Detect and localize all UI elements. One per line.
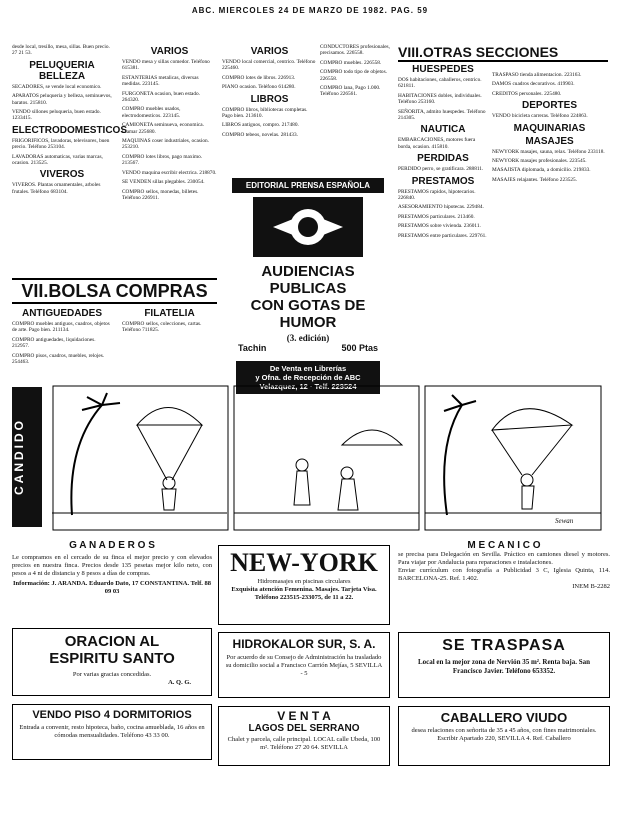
ganaderos-contact: Información: J. ARANDA. Eduardo Dato, 17 CONSTANTINA. Telf. 88 09 03 (13, 580, 211, 595)
section-varios-3: VARIOS (250, 46, 289, 57)
ganaderos-ad (12, 540, 212, 620)
column-5 (492, 72, 607, 384)
classified-item: COMPRO tebeos, novelas. 281433. (222, 131, 298, 138)
ad-venta-1: De Venta en Librerías (269, 364, 347, 373)
hidrokalor-title: HIDROKALOR SUR, S. A. (232, 637, 376, 651)
filatelia-list (122, 321, 217, 334)
classified-item: CONDUCTORES profesionales, precisamos. 226558. (320, 44, 390, 57)
classified-item: COMPRO lotes libros, pago maximo. 213567. (122, 153, 203, 167)
ad-venta-3: Velazquez, 12 · Telf. 223524 (259, 382, 357, 391)
vendo-piso-ad (12, 704, 212, 760)
section-deportes: DEPORTES (521, 100, 577, 112)
classified-item: COMPRO libros, bibliotecas completas. Pago bien. 213610. (222, 106, 308, 120)
section-peluqueria: PELUQUERIA BELLEZA (29, 59, 95, 82)
caballero-ad (398, 706, 610, 766)
ad-author: Tachin (238, 343, 267, 353)
classified-item: PRESTAMOS sobre vivienda. 236011. (398, 223, 481, 230)
classified-item: VIVEROS. Plantas ornamentales, arboles frutales. Teléfono 683104. (12, 182, 101, 195)
newyork-title: NEW-YORK (230, 548, 378, 577)
column-2 (122, 44, 217, 274)
classified-item: COMPRO lotes de libros. 226913. (222, 74, 296, 81)
classified-item: SECADORES, se vende local economico. (12, 83, 102, 90)
vendo-piso-text: Entrada a convenir, resto hipoteca, baño, cocina amueblada, 16 años en cómodas mensualidades. Teléfono 43 33 00. (19, 724, 205, 739)
section-electrodomesticos: ELECTRODOMESTICOS (12, 124, 128, 136)
classified-item: VENDO bicicleta carreras. Teléfono 224863. (492, 113, 588, 120)
classified-item: HABITACIONES dobles, individuales. Teléfono 253160. (398, 92, 482, 106)
classified-item: PRESTAMOS rapidos, hipotecarios. 226840. (398, 188, 476, 202)
mecanico-text2: Enviar currículum con fotografía a Publicidad 3 C, Iglesia Quinta, 114. BARCELONA-25. Ref. 1.402. (398, 567, 610, 582)
oracion-text: Por varias gracias concedidas. (72, 671, 152, 678)
antiguedades-column (12, 306, 112, 396)
ad-price: 500 Ptas (341, 343, 378, 353)
section-antiguedades: ANTIGUEDADES (21, 308, 102, 319)
column-3b (320, 44, 395, 170)
traspasa-text: Local en la mejor zona de Nervión 35 m². Renta baja. San Francisco Javier. Teléfono 653352. (417, 658, 591, 675)
venta-title: V E N T A (277, 709, 331, 723)
section-masajes: MASAJES (525, 135, 574, 147)
classified-item: SEÑORITA, admito huespedes. Teléfono 214305. (398, 108, 486, 122)
caballero-text: desea relaciones con señorita de 35 a 45 años, con fines matrimoniales. Escribir Apartado 220, SEVILLA 4. Ref. Caballero (411, 727, 597, 742)
classified-item: COMPRO pisos, cuadros, muebles, relojes. 254463. (12, 352, 105, 366)
comic-strip (10, 385, 610, 533)
oracion-initials: A. Q. G. (168, 679, 191, 686)
section-nautica: NAUTICA (420, 124, 466, 136)
section-libros: LIBROS (250, 93, 289, 105)
viveros-list (12, 182, 112, 195)
classified-item: COMPRO sellos, monedas, billetes. Teléfono 226911. (122, 188, 199, 201)
classified-item: NEWYORK masajes, sauna, relax. Teléfono 233118. (492, 148, 605, 155)
classified-item: ESTANTERIAS metalicas, diversas medidas. 223145. (122, 74, 199, 88)
classified-item: PRESTAMOS particulares. 213460. (398, 213, 475, 220)
classified-item: COMPRO muebles antiguos, cuadros, objetos de arte. Pago bien. 211134. (12, 321, 110, 334)
electro-list (12, 138, 112, 167)
venta-sub: LAGOS DEL SERRANO (248, 723, 360, 734)
section-perdidas: PERDIDAS (417, 153, 469, 165)
classified-item: DAMOS cuadros decorativos. 419903. (492, 81, 575, 88)
comic-panels (52, 385, 602, 533)
ad-venta-2: y Ofna. de Recepción de ABC (255, 373, 361, 382)
vendo-piso-title: VENDO PISO 4 DORMITORIOS (32, 709, 192, 721)
caballero-title: CABALLERO VIUDO (440, 710, 568, 725)
deportes-list (492, 113, 607, 119)
venta-text: Chalet y parcela, calle principal. LOCAL calle Ubeda, 100 m². Teléfono 27 20 64. SEVILLA (227, 736, 381, 751)
oracion-line1: ORACION AL (64, 633, 160, 650)
ganaderos-text: Le compramos en el cercado de su finca el mejor precio y con elevados precios en nuestra finca. Precios desde 135 pesetas mejor kilo neto, con pesos a 4 ni de distancia y 8 pesos a días de compras. (12, 554, 212, 577)
classified-item: LAVADORAS automaticas, varias marcas, ocasion. 213525. (12, 153, 103, 167)
newyork-sub: Hidromasajes en piscinas circulares (257, 578, 351, 585)
classified-item: LIBROS antiguos, compro. 217480. (222, 122, 299, 129)
classified-item: COMPRO muebles usados, electrodomesticos. 223145. (122, 106, 181, 119)
ad-title-2: CON GOTAS DE HUMOR (250, 297, 366, 331)
classified-item: SE VENDEN sillas plegables. 230054. (122, 179, 205, 186)
venta-ad (218, 706, 390, 766)
hidrokalor-ad (218, 632, 390, 698)
editorial-emblem-icon (253, 197, 363, 257)
comic-signature: Sewan (555, 517, 574, 525)
ad-edition: (3. edición) (286, 333, 330, 343)
section-huespedes: HUESPEDES (412, 64, 474, 75)
classified-item: PERDIDO perro, se gratificara. 288811. (398, 166, 484, 173)
perdidas-list (398, 166, 488, 172)
newyork-text: Exquisita atención Femenina. Masajes. Tarjeta Visa. Teléfono 223515-233075, de 11 a 22. (231, 586, 377, 601)
section-varios-2: VARIOS (150, 46, 189, 57)
classified-item: VENDO maquina escribir electrica. 218870. (122, 169, 217, 176)
classified-item: COMPRO antiguedades, liquidaciones. 212957. (12, 336, 96, 350)
section-prestamos: PRESTAMOS (411, 175, 475, 187)
varios-list-3 (222, 59, 317, 91)
varios-list-2 (122, 59, 217, 151)
peluqueria-list (12, 84, 112, 122)
classified-item: EMBARCACIONES, motores fuera borda, ocasion. 415810. (398, 137, 476, 150)
column-3 (222, 44, 317, 170)
section-maquinarias: MAQUINARIAS (513, 122, 586, 134)
bolsa-compras-title: VII.BOLSA COMPRAS (12, 278, 217, 304)
classified-item: CREDITOS personales. 225480. (492, 90, 562, 97)
mecanico-ad (398, 540, 610, 620)
editorial-name: EDITORIAL PRENSA ESPAÑOLA (232, 178, 384, 193)
masajes-list (492, 149, 607, 184)
page-header: ABC. MIERCOLES 24 DE MARZO DE 1982. PAG. 59 (191, 6, 429, 15)
section-viveros: VIVEROS (39, 169, 85, 181)
classified-item: COMPRO todo tipo de objetos. 226558. (320, 69, 387, 82)
classified-item: NEWYORK masajes profesionales. 223545. (492, 158, 587, 165)
mecanico-title: M E C A N I C O (467, 540, 541, 551)
comic-title: CANDIDO (12, 387, 42, 527)
classified-item: MASAJES relajantes. Teléfono 223525. (492, 176, 578, 183)
classified-item: ASESORAMIENTO hipotecas. 229484. (398, 204, 484, 211)
antiguedades-list (12, 321, 112, 365)
classified-item: FRIGORIFICOS, lavadoras, televisores, buen precio. Teléfono 253104. (12, 137, 110, 151)
mecanico-text: se precisa para Delegación en Sevilla. Práctico en camiones diesel y motores. Para viajar por Andalucia para reparaciones e instalaciones. (398, 551, 610, 566)
ganaderos-title: G A N A D E R O S (69, 540, 155, 551)
classified-item: VENDO mesa y sillas comedor. Teléfono 615381. (122, 59, 210, 72)
classified-item: VENDO local comercial, centrico. Teléfono 225460. (222, 59, 316, 72)
column-2-lower (122, 306, 217, 396)
traspasa-title: SE TRASPASA (442, 637, 566, 654)
oracion-ad (12, 628, 212, 696)
newyork-ad (218, 545, 390, 625)
huespedes-list (398, 77, 488, 121)
classified-item: MASAJISTA diplomada, a domicilio. 219833. (492, 167, 591, 174)
varios-list-2b (122, 154, 217, 201)
classified-item: CAMIONETA seminueva, economica. Llamar 225680. (122, 122, 204, 135)
classified-item: TRASPASO tienda alimentacion. 223163. (492, 72, 582, 78)
section-filatelia: FILATELIA (144, 308, 195, 319)
oracion-line2: ESPIRITU SANTO (49, 650, 175, 667)
ad-title-1: AUDIENCIAS PUBLICAS (261, 263, 355, 297)
otras-secciones-title: VIII.OTRAS SECCIONES (398, 44, 608, 62)
hidrokalor-text: Por acuerdo de su Consejo de Administración ha trasladado su domicilio social a Francisco Carrión Mejías, 5 SEVILLA - 5 (225, 654, 383, 677)
prestamos-list (398, 189, 488, 239)
classified-item: COMPRO sellos, colecciones, cartas. Teléfono 711825. (122, 321, 202, 334)
mecanico-ref: INEM B-2282 (572, 583, 610, 590)
classified-item: PIANO ocasion. Teléfono 614280. (222, 84, 296, 91)
traspasa-ad (398, 632, 610, 698)
classified-item: DOS habitaciones, caballeros, centrico. 621811. (398, 77, 482, 90)
nautica-list (398, 137, 488, 150)
libros-list (222, 107, 317, 139)
classified-item: COMPRO lana, Pago 1.000. Teléfono 226561. (320, 85, 381, 98)
intro-ad: desde local, tresillo, mesa, sillas. Buen precio. 27 21 53. (12, 44, 110, 57)
classified-item: PRESTAMOS entre particulares. 229761. (398, 232, 487, 239)
intro-list-5 (492, 72, 607, 97)
editorial-ad (222, 172, 394, 391)
classified-item: COMPRO muebles. 226558. (320, 59, 382, 66)
classified-item: MAQUINAS coser industriales, ocasion. 253210. (122, 138, 209, 151)
varios-list-3b (320, 44, 395, 98)
classified-item: VENDO sillones peluqueria, buen estado. 1233415. (12, 109, 101, 122)
classified-item: FURGONETA ocasion, buen estado. 264320. (122, 90, 200, 104)
classified-item: APARATOS peluqueria y belleza, seminuevos, baratos. 215810. (12, 93, 112, 106)
